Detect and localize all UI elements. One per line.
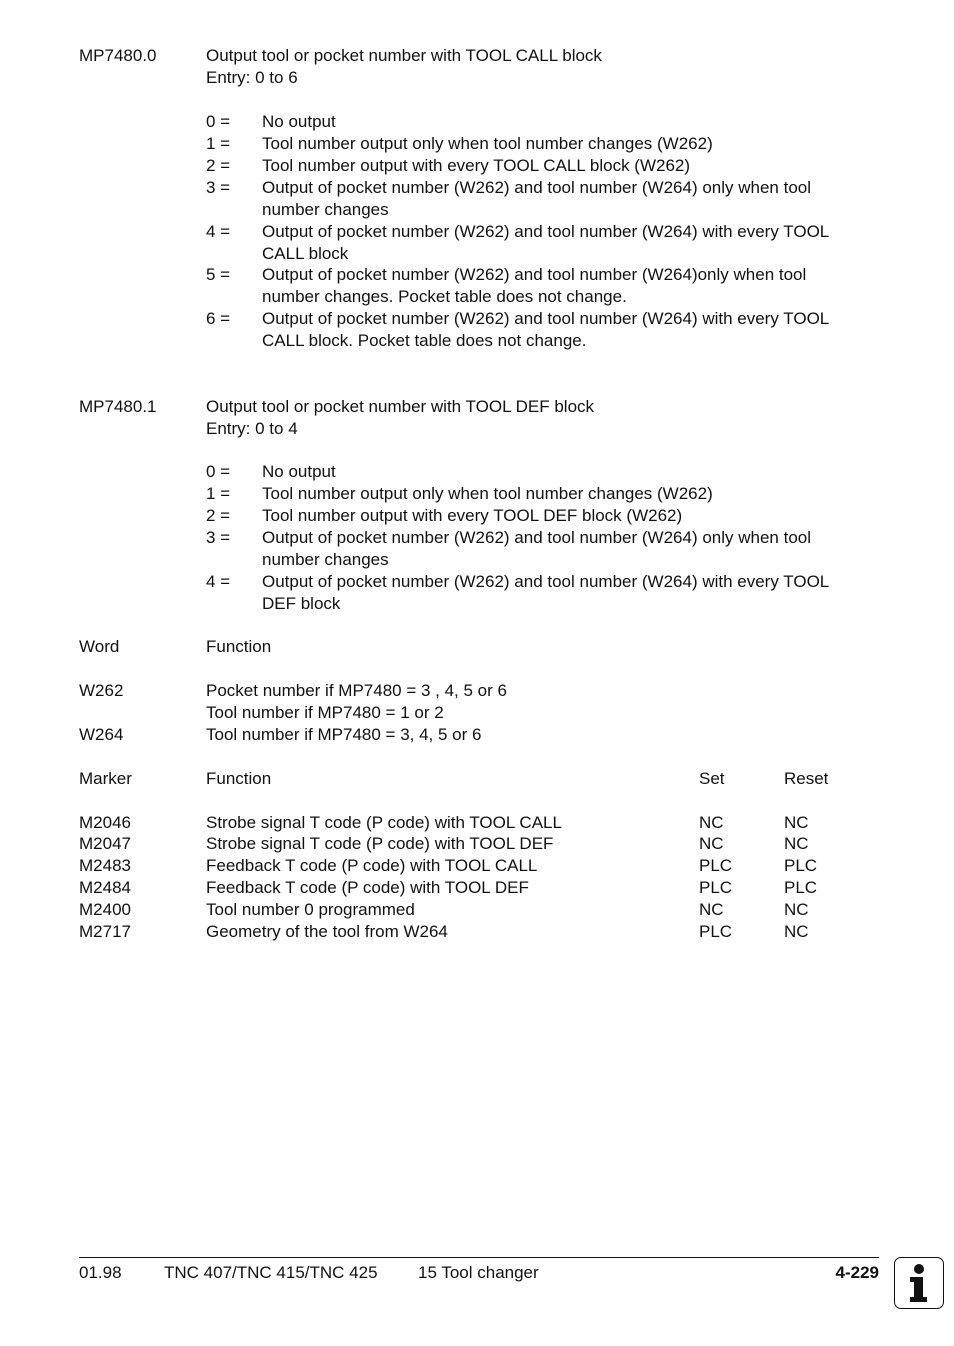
option-number: 4 = bbox=[206, 572, 231, 591]
marker-reset-cell: PLC bbox=[784, 878, 818, 897]
word-cell: W264 bbox=[79, 725, 124, 744]
param-mp7480-0: MP7480.0 bbox=[79, 46, 157, 65]
info-icon bbox=[894, 1257, 944, 1309]
function-column-header: Function bbox=[206, 769, 272, 788]
option-text: Output of pocket number (W262) and tool number (W264) only when tool bbox=[262, 528, 812, 547]
word-column-header: Word bbox=[79, 637, 120, 656]
option-text: No output bbox=[262, 462, 336, 481]
set-column-header: Set bbox=[699, 769, 725, 788]
option-text: Tool number output with every TOOL DEF block (W262) bbox=[262, 506, 683, 525]
param-mp7480-1: MP7480.1 bbox=[79, 397, 157, 416]
option-text: Output of pocket number (W262) and tool number (W264) with every TOOL bbox=[262, 572, 830, 591]
option-text: Tool number output only when tool number changes (W262) bbox=[262, 134, 713, 153]
option-text-continued: CALL block. Pocket table does not change. bbox=[262, 331, 587, 350]
marker-cell: M2047 bbox=[79, 834, 131, 853]
marker-cell: M2400 bbox=[79, 900, 131, 919]
marker-set-cell: NC bbox=[699, 900, 724, 919]
param-title: Output tool or pocket number with TOOL CALL block bbox=[206, 46, 602, 65]
word-function-cell: Tool number if MP7480 = 1 or 2 bbox=[206, 703, 444, 722]
param-title: Output tool or pocket number with TOOL DEF block bbox=[206, 397, 595, 416]
marker-reset-cell: NC bbox=[784, 900, 809, 919]
marker-function-cell: Strobe signal T code (P code) with TOOL CALL bbox=[206, 813, 562, 832]
marker-function-cell: Tool number 0 programmed bbox=[206, 900, 415, 919]
marker-function-cell: Feedback T code (P code) with TOOL CALL bbox=[206, 856, 538, 875]
marker-reset-cell: PLC bbox=[784, 856, 818, 875]
marker-function-cell: Feedback T code (P code) with TOOL DEF bbox=[206, 878, 529, 897]
option-number: 5 = bbox=[206, 265, 231, 284]
word-function-cell: Pocket number if MP7480 = 3 , 4, 5 or 6 bbox=[206, 681, 507, 700]
option-text: No output bbox=[262, 112, 336, 131]
marker-set-cell: NC bbox=[699, 813, 724, 832]
option-text-continued: DEF block bbox=[262, 594, 341, 613]
option-number: 0 = bbox=[206, 112, 231, 131]
option-text-continued: CALL block bbox=[262, 244, 349, 263]
option-text-continued: number changes bbox=[262, 200, 389, 219]
reset-column-header: Reset bbox=[784, 769, 829, 788]
marker-set-cell: PLC bbox=[699, 922, 733, 941]
footer-model: TNC 407/TNC 415/TNC 425 bbox=[164, 1263, 378, 1282]
param-entry: Entry: 0 to 4 bbox=[206, 419, 298, 438]
marker-cell: M2717 bbox=[79, 922, 131, 941]
word-cell: W262 bbox=[79, 681, 124, 700]
marker-set-cell: PLC bbox=[699, 856, 733, 875]
option-text: Tool number output with every TOOL CALL block (W262) bbox=[262, 156, 691, 175]
marker-function-cell: Strobe signal T code (P code) with TOOL DEF bbox=[206, 834, 554, 853]
option-text: Output of pocket number (W262) and tool number (W264) with every TOOL bbox=[262, 309, 830, 328]
marker-reset-cell: NC bbox=[784, 922, 809, 941]
option-number: 2 = bbox=[206, 156, 231, 175]
footer-divider bbox=[79, 1257, 879, 1258]
option-text-continued: number changes bbox=[262, 550, 389, 569]
marker-cell: M2484 bbox=[79, 878, 131, 897]
option-text-continued: number changes. Pocket table does not change. bbox=[262, 287, 627, 306]
footer-date: 01.98 bbox=[79, 1263, 122, 1282]
option-number: 3 = bbox=[206, 178, 231, 197]
marker-set-cell: NC bbox=[699, 834, 724, 853]
marker-reset-cell: NC bbox=[784, 834, 809, 853]
option-number: 2 = bbox=[206, 506, 231, 525]
footer-chapter: 15 Tool changer bbox=[418, 1263, 539, 1282]
marker-function-cell: Geometry of the tool from W264 bbox=[206, 922, 448, 941]
marker-set-cell: PLC bbox=[699, 878, 733, 897]
param-entry: Entry: 0 to 6 bbox=[206, 68, 298, 87]
marker-cell: M2046 bbox=[79, 813, 131, 832]
option-number: 6 = bbox=[206, 309, 231, 328]
option-number: 4 = bbox=[206, 222, 231, 241]
info-glyph bbox=[895, 1258, 942, 1307]
option-number: 1 = bbox=[206, 134, 231, 153]
page-number: 4-229 bbox=[835, 1263, 879, 1282]
marker-column-header: Marker bbox=[79, 769, 132, 788]
option-text: Output of pocket number (W262) and tool number (W264) with every TOOL bbox=[262, 222, 830, 241]
option-text: Output of pocket number (W262) and tool number (W264) only when tool bbox=[262, 178, 812, 197]
word-function-cell: Tool number if MP7480 = 3, 4, 5 or 6 bbox=[206, 725, 482, 744]
marker-reset-cell: NC bbox=[784, 813, 809, 832]
option-text: Output of pocket number (W262) and tool number (W264)only when tool bbox=[262, 265, 807, 284]
option-number: 1 = bbox=[206, 484, 231, 503]
function-column-header: Function bbox=[206, 637, 272, 656]
marker-cell: M2483 bbox=[79, 856, 131, 875]
option-number: 3 = bbox=[206, 528, 231, 547]
option-number: 0 = bbox=[206, 462, 231, 481]
option-text: Tool number output only when tool number changes (W262) bbox=[262, 484, 713, 503]
